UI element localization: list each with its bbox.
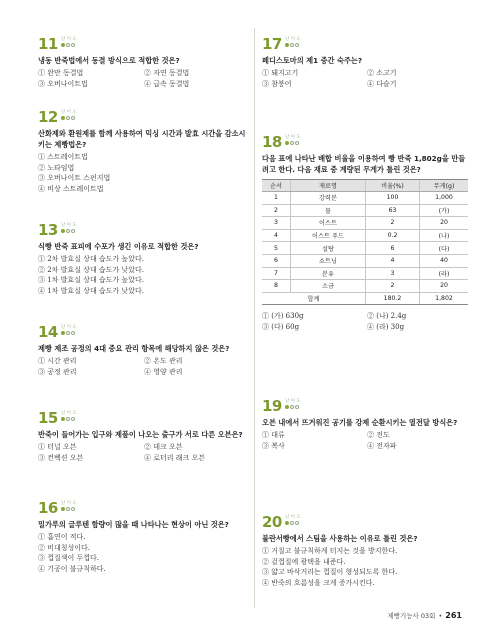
answer-options (262, 68, 472, 89)
answer-option[interactable]: ③ 1차 발효실 상대 습도가 높았다. (38, 276, 144, 284)
question-stem: 산화제와 환원제를 함께 사용하여 믹싱 시간과 발효 시간을 감소시키는 제빵법은? (38, 129, 246, 149)
difficulty-dot (290, 405, 294, 409)
answer-option[interactable]: ④ 영양 관리 (144, 367, 183, 376)
table-header-cell: 무게(g) (420, 180, 468, 192)
page-number: 261 (445, 611, 462, 620)
difficulty-dots (285, 521, 301, 525)
question-number: 18 (262, 133, 282, 151)
table-header-cell: 비율(%) (365, 180, 419, 192)
difficulty-label: 난 이 도 (60, 501, 77, 506)
question-number: 14 (38, 323, 58, 341)
answer-option[interactable]: ① 흡연이 적다. (38, 533, 86, 541)
difficulty-dot (290, 141, 294, 145)
answer-option[interactable]: ④ 기공이 불규칙하다. (38, 564, 106, 573)
question-stem: 식빵 반죽 표피에 수포가 생긴 이유로 적합한 것은? (38, 242, 199, 251)
difficulty-label: 난 이 도 (60, 411, 77, 416)
table-cell: 1 (262, 192, 290, 205)
table-cell: 물 (290, 204, 365, 217)
answer-options (38, 442, 250, 463)
question-header (38, 500, 250, 516)
question-number: 11 (38, 35, 58, 53)
question-number: 15 (38, 409, 58, 427)
answer-option[interactable]: ③ 오버나이트법 (38, 79, 88, 88)
question-12 (38, 109, 250, 194)
difficulty-dot (295, 141, 299, 145)
difficulty-dot (71, 229, 75, 233)
answer-options (262, 311, 472, 332)
table-cell: (라) (420, 267, 468, 280)
answer-option[interactable]: ③ 공정 관리 (38, 367, 77, 376)
table-row (262, 192, 468, 205)
difficulty-dot (285, 405, 289, 409)
table-cell: 20 (420, 280, 468, 293)
table-cell: 분유 (290, 267, 365, 280)
table-cell: 4 (262, 229, 290, 242)
difficulty-dot (66, 43, 70, 47)
question-header (38, 36, 250, 52)
difficulty-indicator (285, 135, 301, 145)
question-11 (38, 36, 250, 89)
answer-options (38, 254, 250, 296)
difficulty-label: 난 이 도 (284, 135, 301, 140)
answer-option[interactable]: ② (나) 2.4g (367, 312, 407, 321)
difficulty-dots (285, 405, 301, 409)
footer-bullet: • (438, 611, 443, 620)
question-stem: 불란서빵에서 스팀을 사용하는 이유로 틀린 것은? (262, 534, 418, 543)
table-cell: 20 (420, 217, 468, 230)
table-cell: 이스트 (290, 217, 365, 230)
difficulty-dot (61, 417, 65, 421)
difficulty-dot (290, 43, 294, 47)
difficulty-indicator (61, 110, 77, 120)
difficulty-dots (61, 116, 77, 120)
difficulty-label: 난 이 도 (284, 515, 301, 520)
table-total-label: 합계 (262, 292, 365, 305)
answer-option[interactable]: ④ 로터리 래크 오븐 (144, 453, 206, 462)
question-number: 16 (38, 499, 58, 517)
table-cell: 강력분 (290, 192, 365, 205)
difficulty-dot (61, 507, 65, 511)
table-cell: 0.2 (365, 229, 419, 242)
difficulty-dots (285, 141, 301, 145)
table-total-weight: 1,802 (420, 292, 468, 305)
difficulty-dot (66, 331, 70, 335)
table-row (262, 229, 468, 242)
difficulty-dot (66, 116, 70, 120)
difficulty-dot (285, 521, 289, 525)
question-stem: 반죽이 들어가는 입구와 제품이 나오는 출구가 서로 다른 오븐은? (38, 430, 243, 439)
difficulty-label: 난 이 도 (60, 325, 77, 330)
table-header-cell: 순서 (262, 180, 290, 192)
table-cell: 8 (262, 280, 290, 293)
table-cell: (다) (420, 242, 468, 255)
table-cell: 2 (262, 204, 290, 217)
table-cell: 설탕 (290, 242, 365, 255)
answer-option[interactable]: ③ 오버나이트 스펀지법 (38, 174, 111, 182)
table-row (262, 254, 468, 267)
difficulty-dot (61, 43, 65, 47)
answer-option[interactable]: ① 완만 동결법 (38, 69, 84, 77)
table-cell: 40 (420, 254, 468, 267)
table-cell: 7 (262, 267, 290, 280)
difficulty-dot (71, 417, 75, 421)
difficulty-indicator (61, 37, 77, 47)
difficulty-label: 난 이 도 (284, 37, 301, 42)
difficulty-label: 난 이 도 (284, 399, 301, 404)
question-stem: 오븐 내에서 뜨거워진 공기를 강제 순환시키는 열전달 방식은? (262, 418, 458, 427)
answer-option[interactable]: ④ 급속 동결법 (144, 79, 190, 88)
answer-option[interactable]: ① (가) 630g (262, 312, 304, 321)
answer-option[interactable]: ③ 컨벡션 오븐 (38, 453, 84, 462)
table-cell: 6 (262, 254, 290, 267)
question-20 (262, 514, 472, 588)
recipe-table (262, 179, 468, 305)
question-13 (38, 222, 250, 296)
table-cell: 100 (365, 192, 419, 205)
question-stem: 밀가루의 글루텐 함량이 많을 때 나타나는 현상이 아닌 것은? (38, 520, 229, 529)
table-cell: 5 (262, 242, 290, 255)
question-stem: 제빵 제조 공정의 4대 중요 관리 항목에 해당하지 않은 것은? (38, 344, 230, 353)
table-cell: 4 (365, 254, 419, 267)
answer-option[interactable]: ② 데크 오븐 (144, 443, 183, 451)
question-header (38, 410, 250, 426)
difficulty-dot (295, 405, 299, 409)
difficulty-dot (71, 331, 75, 335)
table-cell: 6 (365, 242, 419, 255)
answer-option[interactable]: ① 대류 (262, 431, 285, 439)
difficulty-dot (290, 521, 294, 525)
answer-options (262, 546, 472, 588)
difficulty-dots (285, 43, 301, 47)
question-stem: 페디스토마의 제1 중간 숙주는? (262, 56, 362, 65)
answer-option[interactable]: ② 노타임법 (38, 163, 75, 172)
table-row (262, 280, 468, 293)
difficulty-dot (285, 141, 289, 145)
answer-option[interactable]: ① 시간 관리 (38, 357, 77, 365)
question-stem: 다음 표에 나타난 배합 비율을 이용하여 빵 반죽 1,802g을 만들려고 한다. 다음 재료 중 계량된 무게가 틀린 것은? (262, 154, 466, 174)
question-18 (262, 134, 472, 332)
table-cell: 이스트 푸드 (290, 229, 365, 242)
difficulty-dot (66, 229, 70, 233)
difficulty-dot (61, 116, 65, 120)
difficulty-dot (285, 43, 289, 47)
difficulty-indicator (285, 399, 301, 409)
difficulty-indicator (285, 515, 301, 525)
table-cell: 1,000 (420, 192, 468, 205)
answer-option[interactable]: ④ 비상 스트레이트법 (38, 184, 104, 193)
difficulty-dot (71, 507, 75, 511)
answer-option[interactable]: ② 2차 발효실 상대 습도가 낮았다. (38, 265, 144, 274)
difficulty-dots (61, 331, 77, 335)
answer-option[interactable]: ④ 반죽의 흐름성을 크게 증가시킨다. (262, 578, 375, 587)
table-cell: 2 (365, 217, 419, 230)
table-cell: 3 (262, 217, 290, 230)
question-header (262, 514, 472, 530)
difficulty-indicator (285, 37, 301, 47)
answer-option[interactable]: ④ (라) 30g (367, 322, 405, 331)
answer-option[interactable]: ① 스트레이트법 (38, 153, 88, 161)
answer-option[interactable]: ④ 다슬기 (367, 79, 397, 88)
table-cell: (나) (420, 229, 468, 242)
difficulty-dot (66, 507, 70, 511)
question-header (262, 134, 472, 150)
difficulty-indicator (61, 223, 77, 233)
difficulty-dot (66, 417, 70, 421)
answer-option[interactable]: ② 겉껍질에 광택을 내준다. (262, 557, 346, 566)
table-header-row (262, 180, 468, 192)
question-15 (38, 410, 250, 463)
difficulty-dots (61, 417, 77, 421)
difficulty-indicator (61, 501, 77, 511)
question-16 (38, 500, 250, 574)
difficulty-dot (61, 229, 65, 233)
table-row (262, 267, 468, 280)
answer-options (262, 430, 472, 451)
table-header-cell: 재료명 (290, 180, 365, 192)
answer-options (38, 356, 250, 377)
answer-option[interactable]: ③ 얇고 바삭거리는 껍질이 형성되도록 한다. (262, 568, 398, 576)
answer-option[interactable]: ① 거칠고 불규칙하게 터지는 것을 방지한다. (262, 547, 398, 555)
difficulty-dot (71, 43, 75, 47)
answer-option[interactable]: ② 자연 동결법 (144, 69, 190, 77)
table-total-ratio: 180.2 (365, 292, 419, 305)
answer-option[interactable]: ③ (다) 60g (262, 322, 300, 331)
answer-option[interactable]: ② 온도 관리 (144, 357, 183, 365)
question-number: 19 (262, 397, 282, 415)
table-row (262, 242, 468, 255)
question-19 (262, 398, 472, 451)
difficulty-label: 난 이 도 (60, 37, 77, 42)
answer-option[interactable]: ③ 복사 (262, 441, 285, 450)
difficulty-dot (71, 116, 75, 120)
difficulty-indicator (61, 411, 77, 421)
question-header (262, 36, 472, 52)
question-number: 20 (262, 513, 282, 531)
question-header (262, 398, 472, 414)
answer-options (38, 152, 250, 194)
column-divider (254, 28, 255, 608)
difficulty-dots (61, 507, 77, 511)
table-cell: 63 (365, 204, 419, 217)
answer-option[interactable]: ③ 껍질색이 두껍다. (38, 554, 100, 562)
question-14 (38, 324, 250, 377)
answer-option[interactable]: ① 2차 발효실 상대 습도가 높았다. (38, 255, 144, 263)
question-header (38, 222, 250, 238)
question-header (38, 324, 250, 340)
page-footer (387, 611, 462, 620)
answer-option[interactable]: ② 비대칭성이다. (38, 543, 91, 552)
table-row (262, 204, 468, 217)
table-cell: 2 (365, 280, 419, 293)
table-row (262, 217, 468, 230)
table-total-row (262, 292, 468, 305)
difficulty-label: 난 이 도 (60, 110, 77, 115)
difficulty-indicator (61, 325, 77, 335)
answer-option[interactable]: ① 터널 오븐 (38, 443, 77, 451)
answer-option[interactable]: ④ 1차 발효실 상대 습도가 낮았다. (38, 286, 144, 295)
difficulty-dot (295, 43, 299, 47)
answer-option[interactable]: ③ 참붕어 (262, 79, 292, 88)
answer-option[interactable]: ② 소고기 (367, 69, 397, 77)
difficulty-label: 난 이 도 (60, 223, 77, 228)
answer-option[interactable]: ① 돼지고기 (262, 69, 299, 77)
answer-option[interactable]: ④ 전자파 (367, 441, 397, 450)
answer-options (38, 68, 250, 89)
table-cell: 소금 (290, 280, 365, 293)
question-number: 17 (262, 35, 282, 53)
question-number: 12 (38, 108, 58, 126)
question-17 (262, 36, 472, 89)
difficulty-dot (295, 521, 299, 525)
question-number: 13 (38, 221, 58, 239)
difficulty-dots (61, 43, 77, 47)
answer-options (38, 532, 250, 574)
answer-option[interactable]: ② 전도 (367, 431, 390, 439)
difficulty-dots (61, 229, 77, 233)
question-stem: 냉동 반죽법에서 동결 방식으로 적합한 것은? (38, 56, 180, 65)
difficulty-dot (61, 331, 65, 335)
table-cell: 쇼트닝 (290, 254, 365, 267)
table-cell: 3 (365, 267, 419, 280)
footer-title: 제빵기능사 03회 (387, 612, 436, 620)
table-cell: (가) (420, 204, 468, 217)
question-header (38, 109, 250, 125)
